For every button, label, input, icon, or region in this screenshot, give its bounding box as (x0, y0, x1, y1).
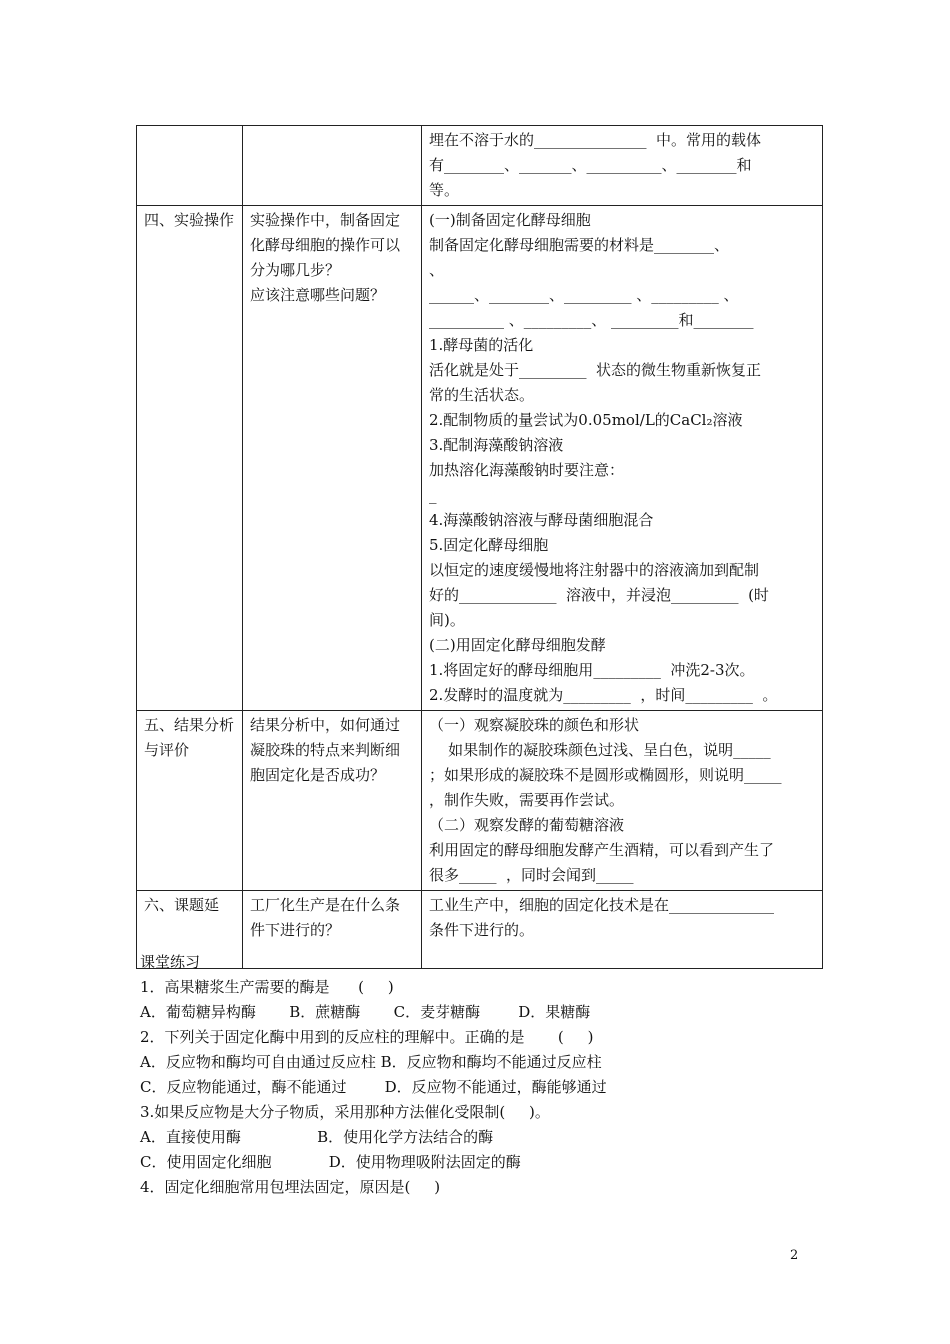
content-line: 以恒定的速度缓慢地将注射器中的溶液滴加到配制 (429, 561, 760, 579)
content-line: 等。 (429, 181, 460, 199)
content-line: ______、________、_________ 、_________ 、 (429, 286, 739, 304)
table-row (137, 126, 823, 206)
question-cell (243, 126, 422, 206)
content-line: 利用固定的酵母细胞发酵产生酒精，可以看到产生了 (429, 841, 775, 859)
step-title: 六、课题延 (144, 896, 220, 914)
question-cell (243, 711, 422, 891)
content-line: 如果制作的凝胶珠颜色过浅、呈白色，说明_____ (429, 741, 771, 759)
content-cell (422, 126, 823, 206)
content-line: (二)用固定化酵母细胞发酵 (429, 636, 606, 654)
exercise-line: A．直接使用酶 B．使用化学方法结合的酶 (140, 1128, 494, 1146)
step-title-cell (137, 711, 243, 891)
content-line: 5.固定化酵母细胞 (429, 536, 549, 554)
content-line: ；如果形成的凝胶珠不是圆形或椭圆形，则说明_____ (429, 766, 782, 784)
content-line: 工业生产中，细胞的固定化技术是在______________ (429, 896, 775, 914)
guiding-question: 工厂化生产是在什么条件下进行的？ (250, 896, 401, 939)
content-line: （二）观察发酵的葡萄糖溶液 (429, 816, 625, 834)
content-line: __________ 、_________、 _________和________ (429, 311, 754, 329)
step-title-cell (137, 126, 243, 206)
table-row (137, 711, 823, 891)
content-line: 好的_____________ 溶液中，并浸泡_________ (时 (429, 586, 769, 604)
exercise-line: 1．高果糖浆生产需要的酶是 ( ) (140, 978, 394, 996)
content-line: 、 (429, 261, 445, 279)
question-cell (243, 206, 422, 711)
content-line: 活化就是处于_________ 状态的微生物重新恢复正 (429, 361, 762, 379)
exercise-line: C．使用固定化细胞 D．使用物理吸附法固定的酶 (140, 1153, 521, 1171)
step-title: 五、结果分析与评价 (144, 716, 235, 759)
content-line: 条件下进行的。 (429, 921, 535, 939)
experiment-table (136, 125, 823, 969)
content-line: _ (429, 486, 437, 504)
exercise-title: 课堂练习 (140, 953, 201, 971)
content-line: 制备固定化酵母细胞需要的材料是________、 (429, 236, 730, 254)
exercise-line: 2．下列关于固定化酶中用到的反应柱的理解中。正确的是 ( ) (140, 1028, 594, 1046)
table-row (137, 206, 823, 711)
content-line: 2.发酵时的温度就为_________ ，时间_________ 。 (429, 686, 778, 704)
exercise-line: A．反应物和酶均可自由通过反应柱 B．反应物和酶均不能通过反应柱 (140, 1053, 602, 1071)
content-line: 4.海藻酸钠溶液与酵母菌细胞混合 (429, 511, 654, 529)
page-number: 2 (790, 1248, 799, 1263)
content-line: ，制作失败，需要再作尝试。 (429, 791, 625, 809)
exercise-line: A．葡萄糖异构酶 B．蔗糖酶 C．麦芽糖酶 D．果糖酶 (140, 1003, 591, 1021)
content-line: 3.配制海藻酸钠溶液 (429, 436, 564, 454)
exercise-line: 3.如果反应物是大分子物质，采用那种方法催化受限制( )。 (140, 1103, 550, 1121)
content-line: 间)。 (429, 611, 465, 629)
step-title-cell (137, 206, 243, 711)
content-line: 埋在不溶于水的_______________ 中。常用的载体 (429, 131, 762, 149)
content-line: 1.酵母菌的活化 (429, 336, 534, 354)
exercise-line: 4．固定化细胞常用包埋法固定，原因是( ) (140, 1178, 441, 1196)
content-line: 加热溶化海藻酸钠时要注意： (429, 461, 625, 479)
guiding-question: 实验操作中，制备固定化酵母细胞的操作可以分为哪几步？ 应该注意哪些问题？ (250, 211, 401, 304)
content-cell (422, 711, 823, 891)
content-line: 常的生活状态。 (429, 386, 535, 404)
content-line: 很多_____ ，同时会闻到_____ (429, 866, 634, 884)
content-line: 1.将固定好的酵母细胞用_________ 冲洗2-3次。 (429, 661, 755, 679)
content-cell (422, 206, 823, 711)
content-line: （一）观察凝胶珠的颜色和形状 (429, 716, 640, 734)
content-line: 有________、_______、__________、________和 (429, 156, 752, 174)
classroom-exercise (140, 950, 820, 1200)
exercise-line: C．反应物能通过，酶不能通过 D．反应物不能通过，酶能够通过 (140, 1078, 607, 1096)
content-line: 2.配制物质的量尝试为0.05mol/L的CaCl₂溶液 (429, 411, 743, 429)
step-title: 四、实验操作 (144, 211, 235, 229)
content-line: (一)制备固定化酵母细胞 (429, 211, 591, 229)
guiding-question: 结果分析中，如何通过凝胶珠的特点来判断细胞固定化是否成功？ (250, 716, 401, 784)
